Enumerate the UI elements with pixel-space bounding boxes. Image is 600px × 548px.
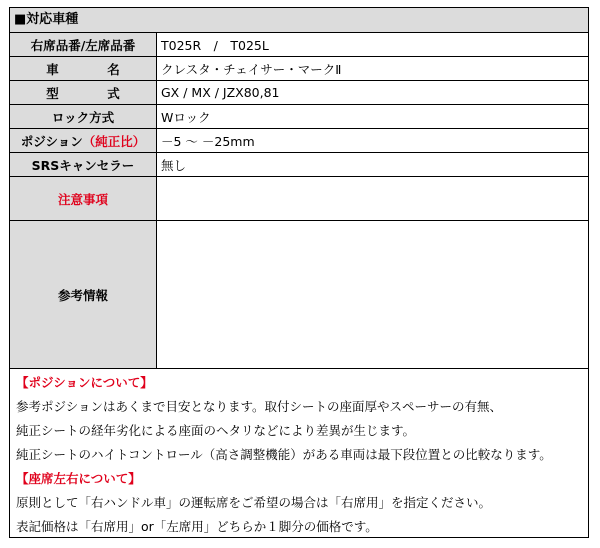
position-note-line-3: 純正シートのハイトコントロール（高さ調整機能）がある車両は最下段位置との比較なります。 xyxy=(16,447,552,462)
row-position xyxy=(10,129,588,153)
row-model-code xyxy=(10,81,588,105)
label-car-name: 車 名 xyxy=(10,57,157,80)
seat-notes-heading: 【座席左右について】 xyxy=(16,471,141,486)
value-caution xyxy=(157,177,588,220)
value-srs-canceller: 無し xyxy=(161,157,187,173)
position-note-line-1: 参考ポジションはあくまで目安となります。取付シートの座面厚やスペーサーの有無、 xyxy=(16,399,502,414)
row-caution xyxy=(10,177,588,221)
value-part-number: T025R / T025L xyxy=(161,37,269,53)
label-part-number: 右席品番/左席品番 xyxy=(10,33,157,56)
seat-note-line-2: 表記価格は「右席用」or「左席用」どちらか１脚分の価格です。 xyxy=(16,519,378,534)
position-note-line-2: 純正シートの経年劣化による座面のヘタリなどにより差異が生じます。 xyxy=(16,423,416,438)
value-model-code: GX / MX / JZX80,81 xyxy=(161,85,280,100)
row-reference-info xyxy=(10,221,588,369)
row-part-number xyxy=(10,33,588,57)
value-car-name: クレスタ・チェイサー・マークⅡ xyxy=(161,61,342,77)
label-reference-info: 参考情報 xyxy=(10,221,157,368)
label-model-code: 型 式 xyxy=(10,81,157,104)
notes-section xyxy=(10,369,588,539)
row-lock-type xyxy=(10,105,588,129)
label-position-note: （純正比） xyxy=(82,133,146,149)
sheet-title: ■対応車種 xyxy=(10,8,588,33)
value-lock-type: Wロック xyxy=(161,109,211,125)
compatible-vehicle-sheet xyxy=(9,7,589,538)
label-position xyxy=(10,129,157,152)
value-reference-info xyxy=(157,221,588,368)
seat-note-line-1: 原則として「右ハンドル車」の運転席をご希望の場合は「右席用」を指定ください。 xyxy=(16,495,492,510)
row-srs-canceller xyxy=(10,153,588,177)
label-caution: 注意事項 xyxy=(10,177,157,220)
label-position-text: ポジション xyxy=(20,133,83,149)
position-notes-heading: 【ポジションについて】 xyxy=(16,375,153,390)
label-lock-type: ロック方式 xyxy=(10,105,157,128)
row-car-name xyxy=(10,57,588,81)
label-srs-canceller: SRSキャンセラー xyxy=(10,153,157,176)
value-position: －5 ～ －25mm xyxy=(161,133,255,149)
